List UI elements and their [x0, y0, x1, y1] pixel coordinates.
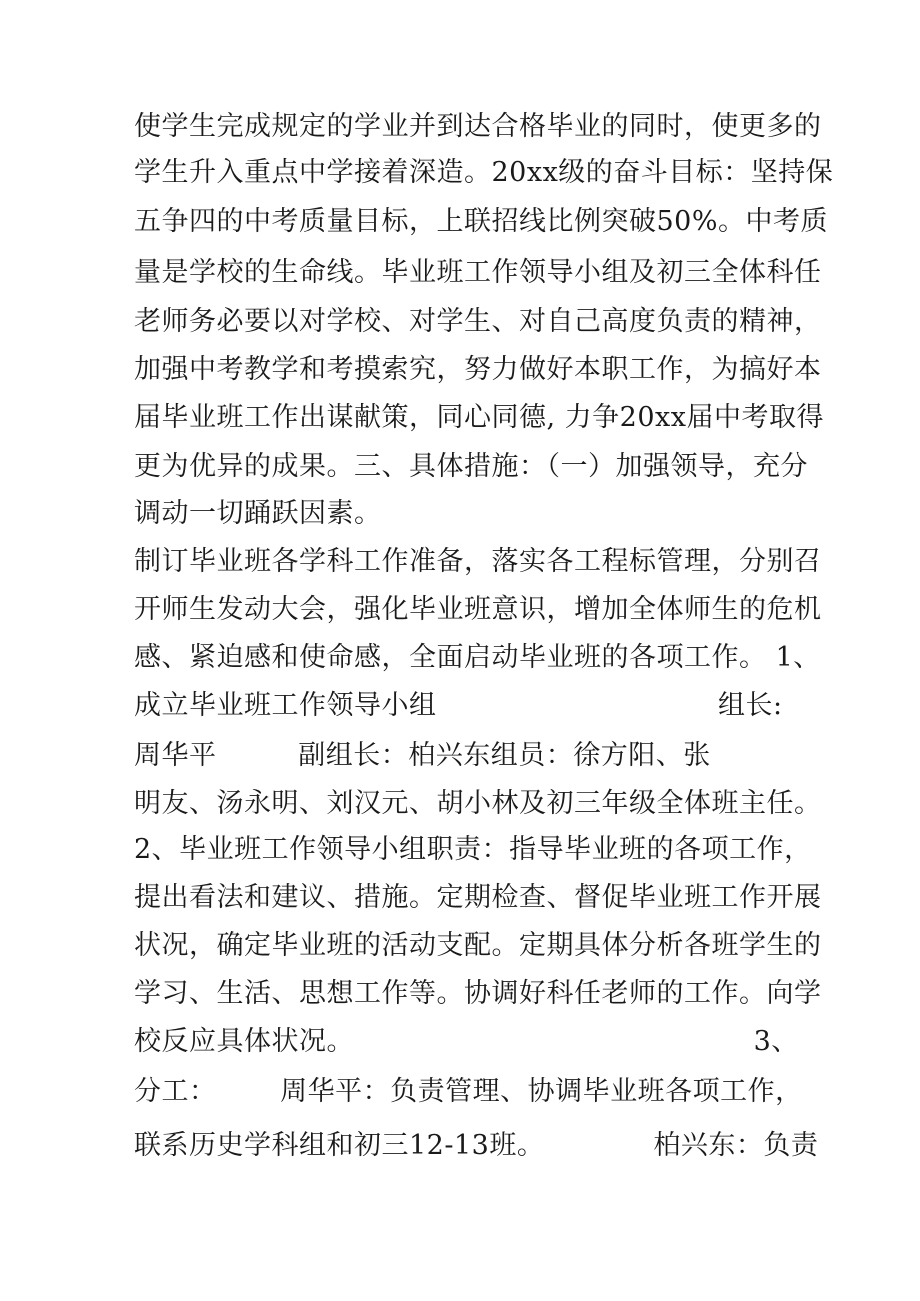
text-line: 学生升入重点中学接着深造。20xx级的奋斗目标：坚持保 [134, 157, 834, 188]
text-line: 量是学校的生命线。毕业班工作领导小组及初三全体科任 [134, 257, 822, 288]
text-line: 届毕业班工作出谋献策，同心同德, 力争20xx届中考取得 [134, 402, 824, 433]
text-line: 更为优异的成果。三、具体措施：（一）加强领导，充分 [134, 451, 808, 482]
text-line: 联系历史学科组和初三12-13班。 柏兴东：负责 [134, 1130, 819, 1161]
text-line: 周华平 副组长：柏兴东组员：徐方阳、张 [134, 740, 711, 771]
text-line: 成立毕业班工作领导小组 组长: [134, 690, 783, 721]
text-line: 状况，确定毕业班的活动支配。定期具体分析各班学生的 [134, 930, 822, 961]
text-line: 分工： 周华平：负责管理、协调毕业班各项工作， [134, 1076, 803, 1107]
text-line: 2、毕业班工作领导小组职责：指导毕业班的各项工作， [134, 834, 812, 865]
text-line: 老师务必要以对学校、对学生、对自己高度负责的精神， [134, 306, 822, 337]
text-line: 制订毕业班各学科工作准备，落实各工程标管理，分别召 [134, 546, 822, 577]
text-line: 感、紧迫感和使命感，全面启动毕业班的各项工作。 1、 [134, 642, 821, 673]
text-line: 学习、生活、思想工作等。协调好科任老师的工作。向学 [134, 978, 822, 1009]
text-line: 开师生发动大会，强化毕业班意识，增加全体师生的危机 [134, 594, 822, 625]
text-line: 明友、汤永明、刘汉元、胡小林及初三年级全体班主任。 [134, 788, 822, 819]
text-line: 使学生完成规定的学业并到达合格毕业的同时，使更多的 [134, 111, 822, 142]
text-line: 调动一切踊跃因素。 [134, 498, 382, 529]
text-line: 校反应具体状况。 3、 [134, 1026, 799, 1057]
text-line: 五争四的中考质量目标，上联招线比例突破50%。中考质 [134, 206, 829, 237]
text-line: 加强中考教学和考摸索究，努力做好本职工作，为搞好本 [134, 354, 822, 385]
text-line: 提出看法和建议、措施。定期检查、督促毕业班工作开展 [134, 882, 822, 913]
